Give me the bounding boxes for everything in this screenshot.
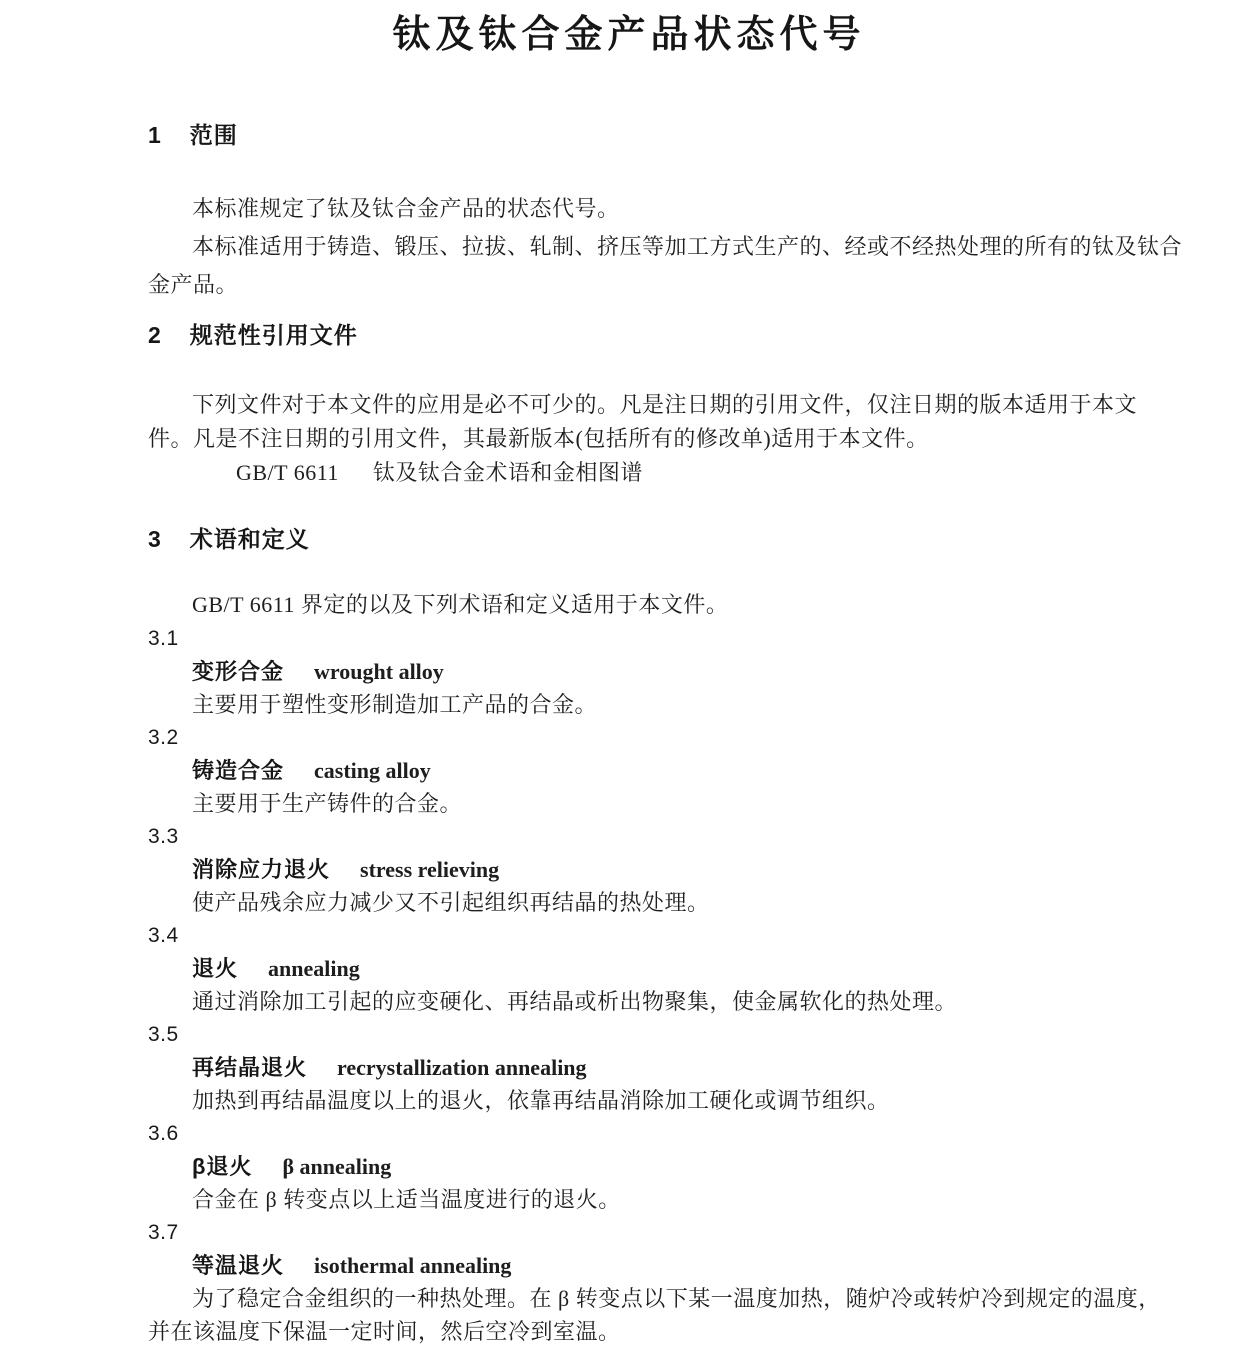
term-chinese: 变形合金: [192, 659, 285, 684]
term-definition-line-1: 为了稳定合金组织的一种热处理。在 β 转变点以下某一温度加热，随炉冷或转炉冷到规定的温度，: [192, 1286, 1161, 1311]
term-number: 3.5: [148, 1023, 179, 1046]
term-heading: [148, 853, 1110, 886]
section-3-intro: GB/T 6611 界定的以及下列术语和定义适用于本文件。: [192, 592, 729, 617]
term-block: [148, 919, 1110, 1018]
section-1-paragraph-1: 本标准规定了钛及钛合金产品的状态代号。: [192, 196, 620, 221]
term-english: stress relieving: [360, 857, 500, 882]
term-heading: [148, 1051, 1110, 1084]
document-page: [0, 12, 1240, 1355]
term-heading: [148, 1249, 1110, 1282]
term-english: annealing: [268, 956, 360, 981]
term-chinese: β退火: [192, 1154, 253, 1179]
section-1-paragraph-2-line-2: 金产品。: [148, 272, 239, 297]
term-english: recrystallization annealing: [337, 1055, 587, 1080]
section-1-paragraph-2-line-1: 本标准适用于铸造、锻压、拉拔、轧制、挤压等加工方式生产的、经或不经热处理的所有的钛及钛合: [192, 234, 1183, 259]
term-number: 3.4: [148, 924, 179, 947]
term-definition: 合金在 β 转变点以上适当温度进行的退火。: [192, 1187, 621, 1212]
term-definition: 通过消除加工引起的应变硬化、再结晶或析出物聚集，使金属软化的热处理。: [192, 989, 958, 1014]
term-heading: [148, 754, 1110, 787]
term-definition-line-2: 并在该温度下保温一定时间，然后空冷到室温。: [148, 1319, 621, 1344]
section-2-title: 规范性引用文件: [189, 322, 358, 348]
term-chinese: 退火: [192, 956, 239, 981]
term-english: isothermal annealing: [314, 1253, 512, 1278]
section-2-number: 2: [148, 322, 162, 348]
term-chinese: 再结晶退火: [192, 1055, 308, 1080]
term-number: 3.3: [148, 825, 179, 848]
reference-standard-title: 钛及钛合金术语和金相图谱: [372, 460, 643, 485]
term-chinese: 消除应力退火: [192, 857, 331, 882]
term-number: 3.2: [148, 726, 179, 749]
term-english: wrought alloy: [314, 659, 444, 684]
section-1-heading: [148, 120, 1110, 150]
term-definition: 加热到再结晶温度以上的退火，依靠再结晶消除加工硬化或调节组织。: [192, 1088, 890, 1113]
term-heading: [148, 1150, 1110, 1183]
term-chinese: 等温退火: [192, 1253, 285, 1278]
term-english: casting alloy: [314, 758, 431, 783]
term-block: [148, 1117, 1110, 1216]
term-definition: 使产品残余应力减少又不引起组织再结晶的热处理。: [192, 890, 710, 915]
term-english: β annealing: [282, 1154, 392, 1179]
term-block: [148, 721, 1110, 820]
term-definition: 主要用于塑性变形制造加工产品的合金。: [192, 692, 598, 717]
section-3-number: 3: [148, 526, 162, 552]
section-1-title: 范围: [189, 122, 238, 148]
term-number: 3.7: [148, 1221, 179, 1244]
term-block: [148, 820, 1110, 919]
section-1-number: 1: [148, 122, 162, 148]
term-chinese: 铸造合金: [192, 758, 285, 783]
section-3-heading: [148, 524, 1110, 554]
term-block: [148, 1216, 1161, 1348]
normative-reference-entry: [148, 456, 1110, 490]
term-block: [148, 622, 1110, 721]
term-definition: 主要用于生产铸件的合金。: [192, 791, 463, 816]
section-2-heading: [148, 320, 1110, 350]
section-3-title: 术语和定义: [189, 526, 310, 552]
term-number: 3.6: [148, 1122, 179, 1145]
section-2-paragraph-1-line-2: 件。凡是不注日期的引用文件，其最新版本(包括所有的修改单)适用于本文件。: [148, 426, 929, 451]
reference-standard-code: GB/T 6611: [236, 460, 339, 485]
term-number: 3.1: [148, 627, 179, 650]
term-block: [148, 1018, 1110, 1117]
term-heading: [148, 655, 1110, 688]
section-2-paragraph-1-line-1: 下列文件对于本文件的应用是必不可少的。凡是注日期的引用文件，仅注日期的版本适用于本文: [192, 392, 1138, 417]
term-heading: [148, 952, 1110, 985]
document-title: 钛及钛合金产品状态代号: [392, 14, 866, 56]
